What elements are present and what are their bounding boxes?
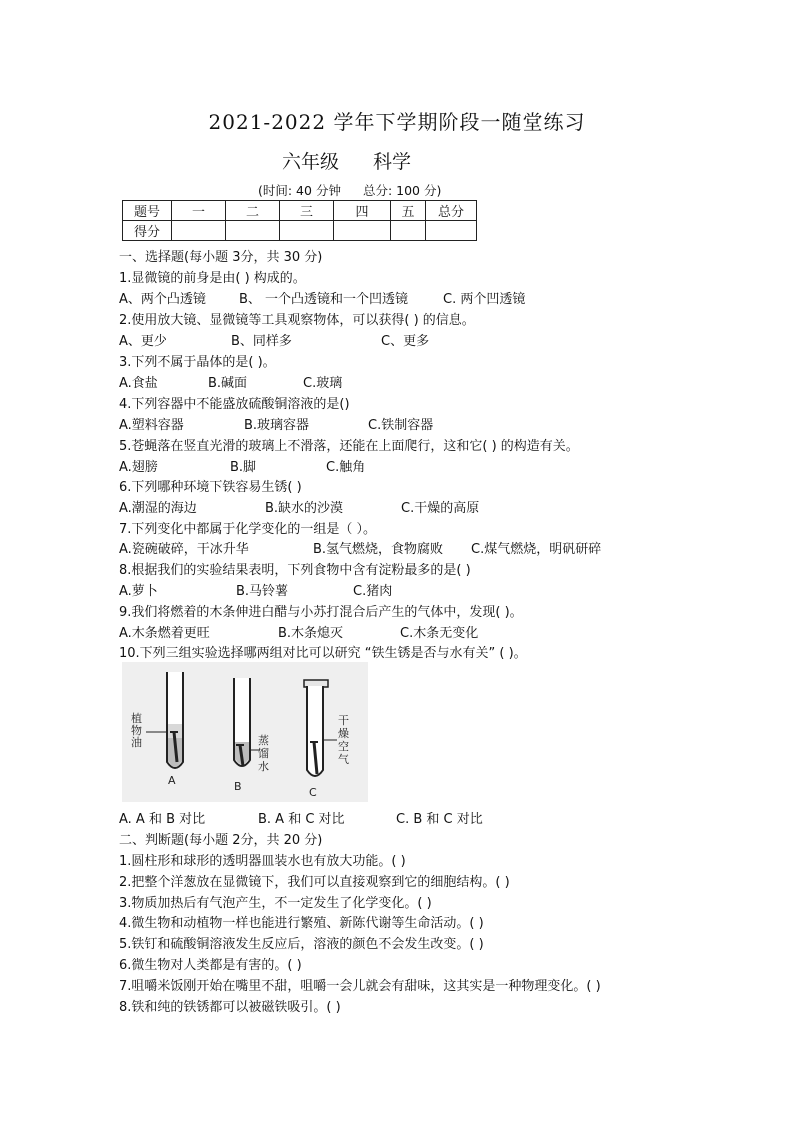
options-row — [119, 414, 433, 433]
tube-label-b: B — [234, 780, 242, 793]
options-row — [119, 456, 365, 475]
option[interactable]: C.触角 — [326, 460, 366, 475]
exam-meta — [258, 181, 441, 199]
subject-label: 科学 — [373, 151, 412, 173]
option[interactable]: B.缺水的沙漠 — [265, 501, 344, 516]
options-row — [119, 808, 483, 827]
subtitle — [282, 147, 411, 174]
option[interactable]: C.煤气燃烧，明矾研碎 — [471, 542, 602, 557]
judge-item: 4.微生物和动植物一样也能进行繁殖、新陈代谢等生命活动。( ) — [119, 916, 484, 931]
judge-item: 2.把整个洋葱放在显微镜下，我们可以直接观察到它的细胞结构。( ) — [119, 875, 510, 890]
question: 3.下列不属于晶体的是( )。 — [119, 355, 276, 370]
options-row — [119, 538, 601, 557]
score-table-score-row — [123, 221, 477, 241]
option[interactable]: B.马铃薯 — [236, 584, 289, 599]
judge-item: 5.铁钉和硫酸铜溶液发生反应后，溶液的颜色不会发生改变。( ) — [119, 937, 484, 952]
options-row — [119, 580, 392, 599]
label-air-1: 干 — [338, 714, 349, 727]
label-oil-1: 植 — [131, 712, 142, 725]
score-input-cell[interactable] — [172, 221, 226, 241]
score-cell: 二 — [226, 201, 280, 221]
label-water-2: 馏 — [258, 747, 269, 760]
option[interactable]: A.萝卜 — [119, 584, 158, 599]
label-oil-2: 物 — [131, 724, 142, 737]
score-cell: 得分 — [123, 221, 172, 241]
label-air-3: 空 — [338, 740, 349, 753]
grade-label: 六年级 — [282, 151, 340, 173]
question: 10.下列三组实验选择哪两组对比可以研究 “铁生锈是否与水有关” ( )。 — [119, 646, 527, 661]
option[interactable]: C、更多 — [381, 334, 430, 349]
option[interactable]: C. 两个凹透镜 — [443, 292, 526, 307]
score-input-cell[interactable] — [426, 221, 477, 241]
score-input-cell[interactable] — [334, 221, 391, 241]
test-tube-diagram — [122, 662, 368, 802]
option[interactable]: A.潮湿的海边 — [119, 501, 197, 516]
score-cell: 总分 — [426, 201, 477, 221]
question: 1.显微镜的前身是由( ) 构成的。 — [119, 271, 306, 286]
option[interactable]: B.玻璃容器 — [244, 418, 310, 433]
score-input-cell[interactable] — [226, 221, 280, 241]
options-row — [119, 372, 342, 391]
question: 7.下列变化中都属于化学变化的一组是（ ）。 — [119, 522, 377, 537]
judge-item: 6.微生物对人类都是有害的。( ) — [119, 958, 302, 973]
options-row — [119, 497, 479, 516]
score-table-header-row — [123, 201, 477, 221]
judge-item: 3.物质加热后有气泡产生，不一定发生了化学变化。( ) — [119, 896, 432, 911]
label-air-2: 燥 — [338, 727, 349, 740]
option[interactable]: C.木条无变化 — [400, 626, 479, 641]
option[interactable]: B.氢气燃烧，食物腐败 — [313, 542, 444, 557]
exam-total: 总分: 100 分) — [362, 183, 442, 198]
judge-item: 7.咀嚼米饭刚开始在嘴里不甜，咀嚼一会儿就会有甜味，这其实是一种物理变化。( ) — [119, 979, 601, 994]
score-cell: 五 — [391, 201, 426, 221]
tube-label-c: C — [309, 786, 317, 799]
option[interactable]: B、同样多 — [231, 334, 292, 349]
option[interactable]: A、两个凸透镜 — [119, 292, 206, 307]
question: 4.下列容器中不能盛放硫酸铜溶液的是() — [119, 397, 350, 412]
options-row — [119, 622, 478, 641]
label-air-4: 气 — [338, 753, 349, 766]
option[interactable]: A、更少 — [119, 334, 167, 349]
label-water-1: 蒸 — [258, 734, 269, 747]
page-title: 2021-2022 学年下学期阶段一随堂练习 — [208, 110, 586, 134]
label-oil-3: 油 — [131, 736, 142, 749]
score-cell: 一 — [172, 201, 226, 221]
option[interactable]: B.木条熄灭 — [278, 626, 344, 641]
option[interactable]: A.食盐 — [119, 376, 158, 391]
option[interactable]: C.干燥的高原 — [401, 501, 480, 516]
question: 6.下列哪种环境下铁容易生锈( ) — [119, 480, 302, 495]
judge-item: 8.铁和纯的铁锈都可以被磁铁吸引。( ) — [119, 1000, 341, 1015]
option[interactable]: B.碱面 — [208, 376, 248, 391]
score-cell: 题号 — [123, 201, 172, 221]
option[interactable]: A.瓷碗破碎，干冰升华 — [119, 542, 249, 557]
question: 2.使用放大镜、显微镜等工具观察物体，可以获得( ) 的信息。 — [119, 313, 475, 328]
option[interactable]: A.木条燃着更旺 — [119, 626, 210, 641]
section1-heading: 一、选择题(每小题 3分，共 30 分) — [119, 250, 323, 265]
score-cell: 四 — [334, 201, 391, 221]
options-row — [119, 330, 429, 349]
option[interactable]: C.铁制容器 — [368, 418, 434, 433]
option[interactable]: B.脚 — [230, 460, 257, 475]
question: 5.苍蝇落在竖直光滑的玻璃上不滑落，还能在上面爬行，这和它( ) 的构造有关。 — [119, 439, 579, 454]
exam-time: (时间: 40 分钟 — [258, 183, 341, 198]
option[interactable]: C. B 和 C 对比 — [396, 812, 483, 827]
section2-heading: 二、判断题(每小题 2分，共 20 分) — [119, 833, 323, 848]
option[interactable]: B. A 和 C 对比 — [258, 812, 345, 827]
option[interactable]: A.翅膀 — [119, 460, 158, 475]
option[interactable]: A. A 和 B 对比 — [119, 812, 206, 827]
options-row — [119, 288, 525, 307]
score-cell: 三 — [280, 201, 334, 221]
question: 9.我们将燃着的木条伸进白醋与小苏打混合后产生的气体中，发现( )。 — [119, 605, 523, 620]
judge-item: 1.圆柱形和球形的透明器皿装水也有放大功能。( ) — [119, 854, 406, 869]
label-water-3: 水 — [258, 760, 269, 773]
score-input-cell[interactable] — [280, 221, 334, 241]
option[interactable]: C.猪肉 — [353, 584, 393, 599]
option[interactable]: C.玻璃 — [303, 376, 343, 391]
tube-label-a: A — [168, 774, 176, 787]
score-input-cell[interactable] — [391, 221, 426, 241]
score-table — [122, 200, 477, 241]
option[interactable]: A.塑料容器 — [119, 418, 184, 433]
test-tube-figure — [122, 662, 368, 802]
question: 8.根据我们的实验结果表明，下列食物中含有淀粉最多的是( ) — [119, 563, 471, 578]
option[interactable]: B、 一个凸透镜和一个凹透镜 — [239, 292, 409, 307]
